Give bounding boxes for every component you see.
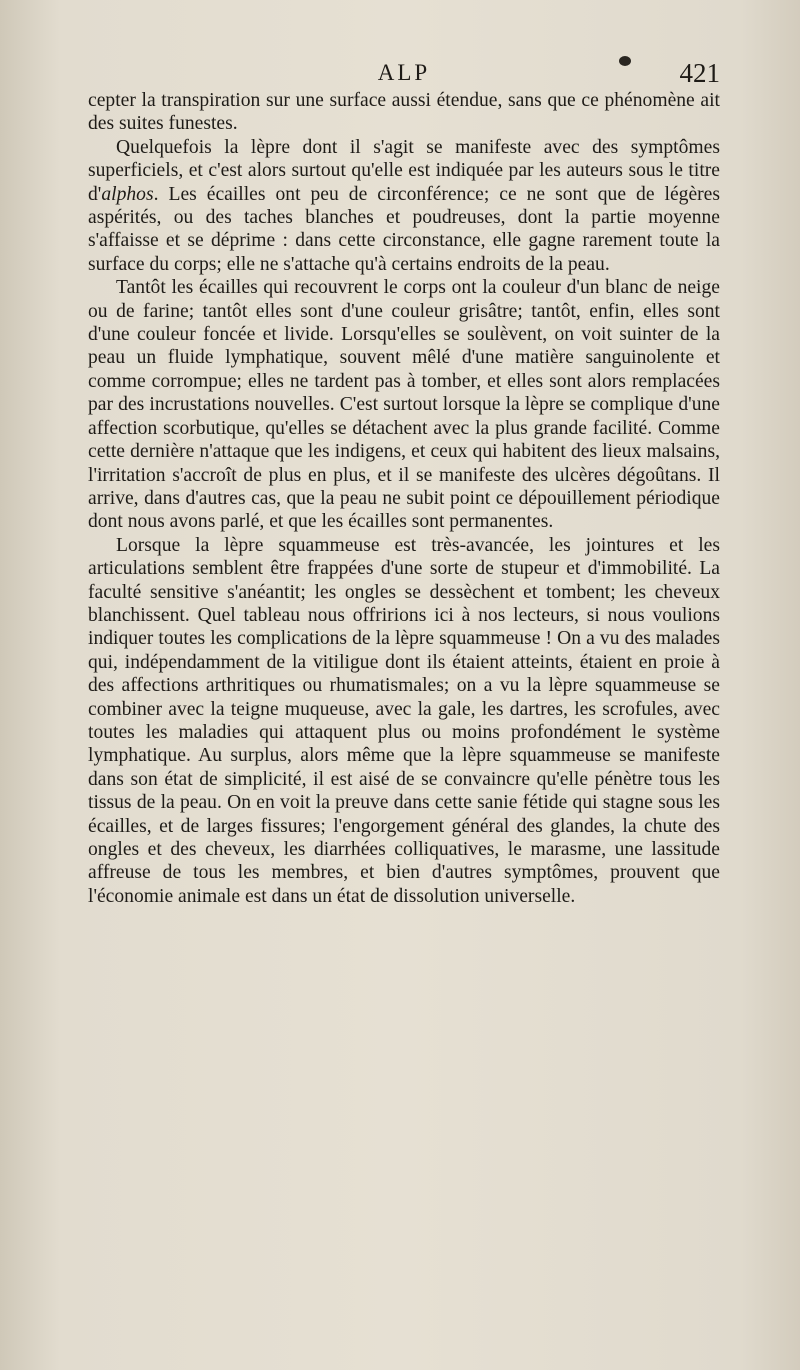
body-text <box>88 89 720 908</box>
paragraph-text: Tantôt les écailles qui recouvrent le corps ont la couleur d'un blanc de neige ou de farine; tantôt elles sont d'une couleur grisâtre; tantôt, enfin, elles sont d'une couleur foncée et livide. Lorsqu'elles se soulèvent, on voit suinter de la peau un fluide lymphatique, souvent mêlé d'une matière sanguinolente et comme corrompue; elles ne tardent pas à tomber, et elles sont alors remplacées par des incrustations nouvelles. C'est surtout lorsque la lèpre se complique d'une affection scorbutique, qu'elles se détachent avec la plus grande facilité. Comme cette dernière n'attaque que les indigens, et ceux qui habitent des lieux malsains, l'irritation s'accroît de plus en plus, et il se manifeste des ulcères dégoûtans. Il arrive, dans d'autres cas, que la peau ne subit point ce dépouillement périodique dont nous avons parlé, et que les écailles sont permanentes. <box>88 277 720 533</box>
paragraph-ecailles <box>88 276 720 533</box>
paragraph-text-start: Quelquefois la lèpre dont il s'agit se manifeste avec des symptômes superficiels, et c'est alors surtout qu'elle est indiquée par les auteurs sous le titre d' <box>88 136 720 205</box>
italic-term: alphos <box>101 183 154 205</box>
paragraph-alphos <box>88 136 720 276</box>
paragraph-text-end: . Les écailles ont peu de circonférence; ce ne sont que de légères aspérités, ou des taches blanches et poudreuses, dont la partie moyenne s'affaisse et se déprime : dans cette circonstance, elle gagne rarement toute la surface du corps; elle ne s'attache qu'à certains endroits de la peau. <box>88 183 720 275</box>
paragraph-text: cepter la transpiration sur une surface aussi étendue, sans que ce phénomène ait des suites funestes. <box>88 90 720 135</box>
paragraph-continuation <box>88 89 720 136</box>
paragraph-lepre-avancee <box>88 534 720 909</box>
page-number: 421 <box>679 58 720 88</box>
running-head <box>88 56 720 92</box>
paragraph-text: Lorsque la lèpre squammeuse est très-avancée, les jointures et les articulations semblent être frappées d'une sorte de stupeur et d'immobilité. La faculté sensitive s'anéantit; les ongles se dessèchent et tombent; les cheveux blanchissent. Quel tableau nous offririons ici à nos lecteurs, si nous voulions indiquer toutes les complications de la lèpre squammeuse ! On a vu des malades qui, indépendamment de la vitiligue dont ils étaient atteints, étaient en proie à des affections arthritiques ou rhumatismales; on a vu la lèpre squammeuse se combiner avec la teigne muqueuse, avec la gale, les dartres, les scrofules, avec toutes les maladies qui attaquent plus ou moins profondément le système lymphatique. Au surplus, alors même que la lèpre squammeuse se manifeste dans son état de simplicité, il est aisé de se convaincre qu'elle pénètre tous les tissus de la peau. On en voit la preuve dans cette sanie fétide qui stagne sous les écailles, et de larges fissures; l'engorgement général des glandes, la chute des ongles et des cheveux, les diarrhées colliquatives, le marasme, une lassitude affreuse de tous les membres, et bien d'autres symptômes, prouvent que l'économie animale est dans un état de dissolution universelle. <box>88 534 720 907</box>
running-head-title: ALP <box>377 60 431 85</box>
